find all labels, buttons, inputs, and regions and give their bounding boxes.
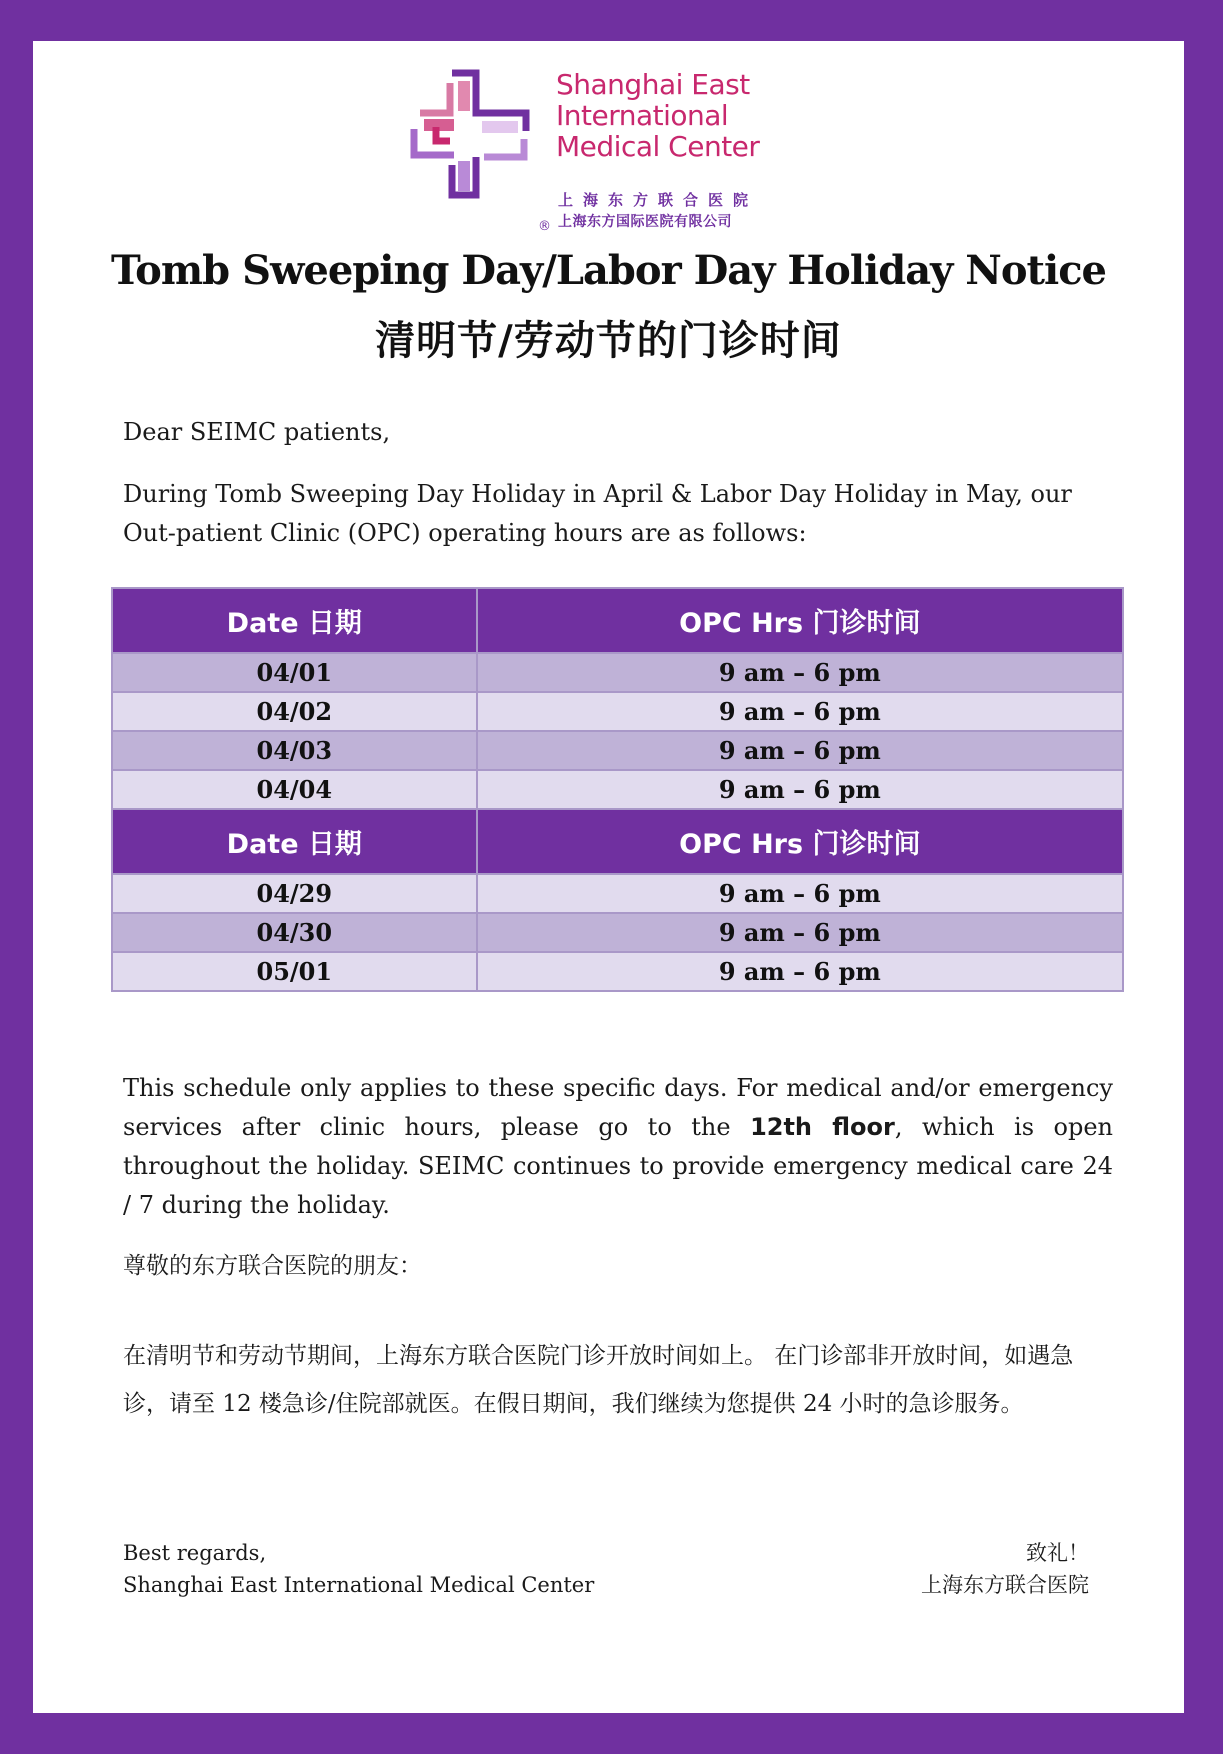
header-hours: OPC Hrs 门诊时间 xyxy=(477,588,1123,653)
table-row xyxy=(112,874,1123,913)
header-hours: OPC Hrs 门诊时间 xyxy=(477,809,1123,874)
table-row xyxy=(112,692,1123,731)
notice-page xyxy=(33,41,1184,1713)
schedule-note-text-end: , which is open throughout the holiday. SEIMC continues to provide emergency medical care 24 / 7 during the holiday. xyxy=(123,1113,1113,1219)
floor-highlight: 12th floor xyxy=(750,1113,895,1141)
intro-paragraph: During Tomb Sweeping Day Holiday in April & Labor Day Holiday in May, our Out-patient Clinic (OPC) operating hours are as follows: xyxy=(123,480,1072,547)
hours-cell: 9 am – 6 pm xyxy=(477,653,1123,692)
date-cell: 05/01 xyxy=(112,952,477,991)
table-row xyxy=(112,731,1123,770)
hours-cell: 9 am – 6 pm xyxy=(477,874,1123,913)
table-row xyxy=(112,653,1123,692)
logo-name-zh: 上海东方联合医院 xyxy=(558,191,759,209)
greeting-chinese: 尊敬的东方联合医院的朋友： xyxy=(123,1253,422,1279)
table-header-row xyxy=(112,809,1123,874)
schedule-note xyxy=(123,1069,1113,1225)
title-english: Tomb Sweeping Day/Labor Day Holiday Notice xyxy=(111,247,1106,294)
greeting-english: Dear SEIMC patients, xyxy=(123,418,391,446)
logo-name-zh-full: 上海东方国际医院有限公司 xyxy=(558,214,732,230)
body-chinese: 在清明节和劳动节期间，上海东方联合医院门诊开放时间如上。 在门诊部非开放时间，如遇急诊，请至 12 楼急诊/住院部就医。在假日期间，我们继续为您提供 24 小时的急诊服务。 xyxy=(123,1343,1074,1417)
table-row xyxy=(112,952,1123,991)
title-chinese: 清明节/劳动节的门诊时间 xyxy=(375,317,842,364)
date-cell: 04/02 xyxy=(112,692,477,731)
date-cell: 04/01 xyxy=(112,653,477,692)
hours-cell: 9 am – 6 pm xyxy=(477,692,1123,731)
date-cell: 04/04 xyxy=(112,770,477,809)
date-cell: 04/30 xyxy=(112,913,477,952)
header-date: Date 日期 xyxy=(112,809,477,874)
date-cell: 04/03 xyxy=(112,731,477,770)
hours-cell: 9 am – 6 pm xyxy=(477,952,1123,991)
table-row xyxy=(112,913,1123,952)
hours-cell: 9 am – 6 pm xyxy=(477,913,1123,952)
opc-hours-table xyxy=(111,587,1124,992)
table-header-row xyxy=(112,588,1123,653)
header-date: Date 日期 xyxy=(112,588,477,653)
hours-cell: 9 am – 6 pm xyxy=(477,731,1123,770)
hospital-logo xyxy=(410,68,830,234)
hours-cell: 9 am – 6 pm xyxy=(477,770,1123,809)
logo-name-en: Shanghai East International Medical Center xyxy=(556,68,760,163)
signature-chinese: 致礼！ 上海东方联合医院 xyxy=(921,1541,1089,1597)
registered-mark: ® xyxy=(538,219,551,234)
date-cell: 04/29 xyxy=(112,874,477,913)
table-row xyxy=(112,770,1123,809)
signature-english: Best regards, Shanghai East International Medical Center xyxy=(123,1541,595,1597)
medical-cross-logo-icon xyxy=(410,69,530,199)
schedule-note-text: This schedule only applies to these specific days. For medical and/or emergency services after clinic hours, please go to the xyxy=(123,1074,1113,1141)
